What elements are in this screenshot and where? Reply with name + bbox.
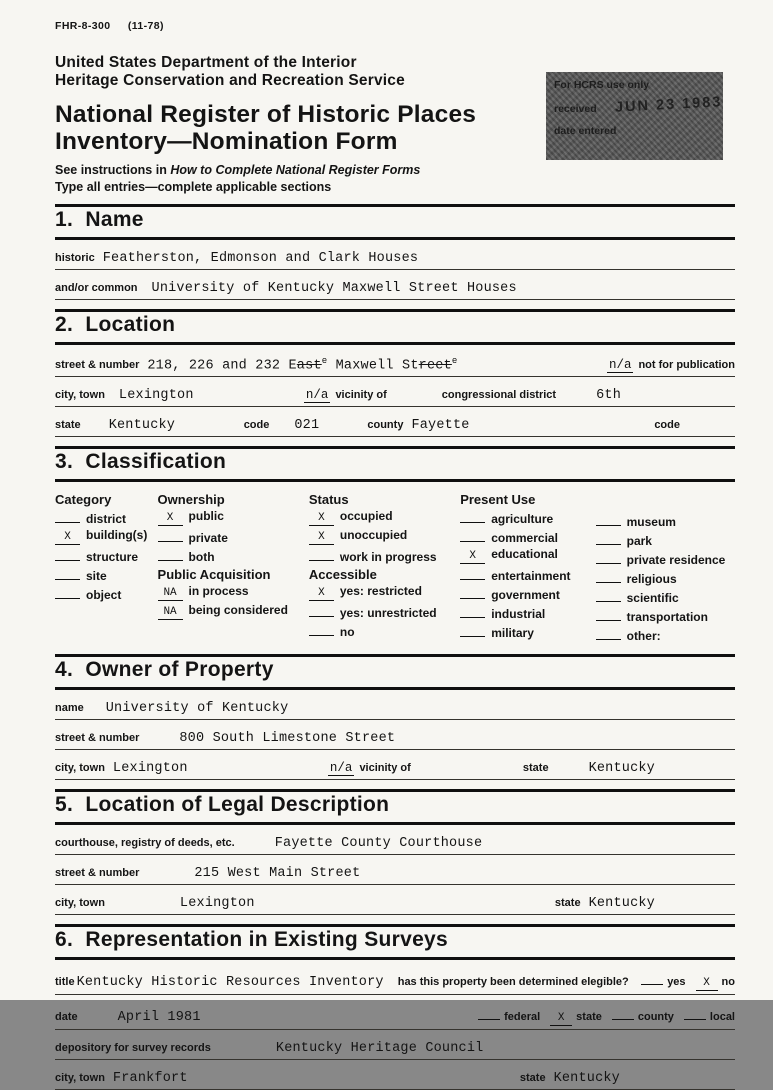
industrial-checkbox[interactable] (460, 604, 485, 618)
owner-city-value-field[interactable]: Lexington (112, 761, 188, 777)
private-residence-checkbox[interactable] (596, 550, 621, 564)
occupied-label: occupied (339, 509, 393, 524)
section-3-header: 3. Classification (55, 446, 735, 482)
other-checkbox[interactable] (596, 626, 621, 640)
determined-eligible-label: has this property been determined elegible? (397, 976, 629, 989)
county-value-field[interactable]: Fayette (411, 418, 470, 434)
checkbox-in-process (158, 584, 309, 601)
scientific-checkbox[interactable] (596, 588, 621, 602)
field-row-survey-title (55, 960, 735, 995)
checkbox-religious (596, 569, 735, 586)
agency-line-1: United States Department of the Interior (55, 54, 357, 71)
state-checkbox-label: state (576, 1011, 602, 1024)
county-label: county (367, 419, 404, 432)
section-1-header: 1. Name (55, 204, 735, 240)
present-use-column-2 (596, 489, 735, 645)
status-header: Status (308, 492, 349, 508)
field-row-depository (55, 1030, 735, 1060)
eligible-yes-label: yes (667, 976, 686, 989)
ownership-column (158, 489, 309, 645)
code-value-field[interactable]: 021 (294, 418, 320, 434)
field-row-historic (55, 240, 735, 270)
depository-label: depository for survey records (55, 1042, 211, 1055)
public-acquisition-header: Public Acquisition (157, 567, 271, 583)
agriculture-checkbox[interactable] (460, 509, 485, 523)
depository-value-field[interactable]: Kentucky Heritage Council (275, 1041, 484, 1057)
legal-street-value-field[interactable]: 215 West Main Street (194, 866, 361, 882)
commercial-label: commercial (491, 531, 558, 546)
religious-label: religious (626, 572, 677, 587)
section-4-header: 4. Owner of Property (55, 654, 735, 690)
checkbox-no (309, 622, 460, 639)
private-label: private (188, 531, 228, 546)
field-row-street-number (55, 345, 735, 378)
unoccupied-label: unoccupied (339, 528, 408, 543)
field-row-state-county (55, 407, 735, 437)
object-checkbox[interactable] (55, 585, 80, 599)
owner-name-value-field[interactable]: University of Kentucky (105, 701, 289, 717)
congressional-district-label: congressional district (441, 389, 557, 402)
field-row-city-town (55, 377, 735, 407)
checkbox-unoccupied (309, 528, 460, 545)
county-checkbox-label: county (637, 1011, 674, 1024)
military-checkbox[interactable] (460, 623, 485, 637)
buildings-checkbox[interactable]: X (55, 531, 80, 545)
checkbox-other (596, 626, 735, 643)
scientific-label: scientific (626, 591, 679, 606)
street-part-2: Maxwell St (327, 358, 419, 374)
street-struck-2: reet (418, 358, 452, 374)
section-5-header: 5. Location of Legal Description (55, 789, 735, 825)
checkbox-buildings (55, 528, 158, 545)
survey-state-option (550, 1011, 602, 1026)
field-row-common-name (55, 270, 735, 300)
museum-checkbox[interactable] (596, 512, 621, 526)
owner-vicinity-na-field[interactable]: n/a (329, 761, 353, 776)
not-for-publication-label: not for publication (638, 359, 735, 372)
street-edit-mark-1: e (321, 355, 328, 366)
checkbox-occupied (309, 509, 460, 526)
legal-street-label: street & number (55, 867, 140, 880)
present-use-column-1 (460, 489, 595, 645)
checkbox-agriculture (460, 509, 595, 526)
being-considered-checkbox[interactable]: NA (158, 606, 183, 620)
both-label: both (188, 550, 215, 565)
public-checkbox[interactable]: X (158, 512, 183, 526)
owner-state-label: state (522, 762, 549, 775)
owner-vicinity-label: vicinity of (359, 762, 411, 775)
entertainment-label: entertainment (491, 569, 571, 584)
checkbox-scientific (596, 588, 735, 605)
instructions-manual-title: How to Complete National Register Forms (170, 163, 421, 178)
street-edit-mark-2: e (451, 355, 458, 366)
owner-state-value-field[interactable]: Kentucky (588, 761, 655, 777)
form-number-line (55, 20, 735, 32)
legal-city-label: city, town (55, 897, 105, 910)
religious-checkbox[interactable] (596, 569, 621, 583)
classification-grid (55, 482, 735, 654)
military-label: military (491, 626, 534, 641)
survey-state-label: state (519, 1072, 546, 1085)
state-value-field[interactable]: Kentucky (108, 418, 176, 434)
legal-city-value-field[interactable]: Lexington (179, 896, 255, 912)
private-checkbox[interactable] (158, 528, 183, 542)
section-2-header: 2. Location (55, 309, 735, 345)
government-checkbox[interactable] (460, 585, 485, 599)
local-checkbox[interactable] (684, 1006, 706, 1020)
form-revision: (11-78) (127, 20, 164, 32)
courthouse-label: courthouse, registry of deeds, etc. (55, 837, 235, 850)
historic-label: historic (55, 251, 95, 264)
checkbox-being-considered (158, 603, 309, 620)
legal-state-label: state (554, 897, 581, 910)
state-label: state (55, 419, 81, 432)
congressional-district-value-field[interactable]: 6th (596, 388, 621, 404)
federal-label: federal (504, 1011, 541, 1024)
category-column (55, 489, 158, 645)
stamp-received-date: JUN 23 1983 (614, 94, 723, 116)
ownership-header: Ownership (157, 492, 225, 508)
field-row-survey-city (55, 1060, 735, 1090)
no-checkbox[interactable] (309, 622, 334, 636)
agriculture-label: agriculture (491, 512, 554, 527)
no-label: no (339, 625, 355, 640)
occupied-checkbox[interactable]: X (309, 512, 334, 526)
checkbox-transportation (596, 607, 735, 624)
stamp-received-label: received (554, 103, 597, 115)
transportation-label: transportation (626, 610, 708, 625)
structure-checkbox[interactable] (55, 547, 80, 561)
eligible-yes-option (641, 971, 685, 988)
form-number: FHR-8-300 (55, 20, 111, 32)
museum-label: museum (626, 515, 676, 530)
common-name-value-field[interactable]: University of Kentucky Maxwell Street Houses (151, 280, 517, 296)
owner-name-label: name (55, 702, 84, 715)
present-use-column-2-spacer (596, 489, 735, 510)
public-label: public (188, 509, 224, 524)
status-column (309, 489, 460, 645)
survey-date-value-field[interactable]: April 1981 (117, 1010, 201, 1026)
checkbox-private (158, 528, 309, 545)
transportation-checkbox[interactable] (596, 607, 621, 621)
instructions-line-2: Type all entries—complete applicable sections (55, 179, 332, 194)
being-considered-label: being considered (188, 603, 288, 618)
checkbox-entertainment (460, 566, 595, 583)
government-label: government (491, 588, 560, 603)
field-row-survey-date (55, 995, 735, 1030)
checkbox-yes-unrestricted (309, 603, 460, 620)
checkbox-work-in-progress (309, 547, 460, 564)
field-row-courthouse (55, 825, 735, 855)
code-label: code (243, 419, 270, 432)
stamp-date-entered-label: date entered (554, 125, 617, 137)
vicinity-na-field[interactable]: n/a (305, 388, 329, 403)
legal-state-value-field[interactable]: Kentucky (588, 896, 655, 912)
district-label: district (86, 512, 127, 527)
survey-county-option (612, 1006, 674, 1023)
commercial-checkbox[interactable] (460, 528, 485, 542)
eligible-no-label: no (721, 976, 735, 989)
field-row-owner-name (55, 690, 735, 720)
eligible-no-option (696, 976, 735, 991)
in-process-checkbox[interactable]: NA (158, 587, 183, 601)
page-title-line-2: Inventory—Nomination Form (55, 127, 398, 155)
eligible-yes-checkbox[interactable] (641, 971, 663, 985)
field-row-legal-street (55, 855, 735, 885)
street-part-1: 218, 226 and 232 E (147, 358, 297, 374)
street-struck-1: ast (296, 358, 322, 374)
site-checkbox[interactable] (55, 566, 80, 580)
yes-unrestricted-checkbox[interactable] (309, 603, 334, 617)
survey-date-label: date (55, 1011, 78, 1024)
field-row-owner-city (55, 750, 735, 780)
local-checkbox-label: local (709, 1011, 735, 1024)
checkbox-yes-restricted (309, 584, 460, 601)
checkbox-object (55, 585, 158, 602)
checkbox-educational (460, 547, 595, 564)
field-row-owner-street (55, 720, 735, 750)
other-label: other: (626, 629, 661, 644)
city-town-label: city, town (55, 389, 105, 402)
checkbox-district (55, 509, 158, 526)
buildings-label: building(s) (86, 528, 148, 543)
park-checkbox[interactable] (596, 531, 621, 545)
instructions-prefix: See instructions in (55, 163, 171, 178)
checkbox-military (460, 623, 595, 640)
state-checkbox[interactable]: X (550, 1012, 572, 1026)
survey-city-label: city, town (55, 1072, 105, 1085)
stamp-use-only-text: For HCRS use only (554, 79, 650, 91)
object-label: object (86, 588, 122, 603)
work-in-progress-label: work in progress (339, 550, 437, 565)
owner-street-label: street & number (55, 732, 140, 745)
site-label: site (86, 569, 107, 584)
courthouse-value-field[interactable]: Fayette County Courthouse (274, 836, 483, 852)
agency-line-2: Heritage Conservation and Recreation Service (55, 72, 405, 90)
field-row-legal-city (55, 885, 735, 915)
vicinity-label: vicinity of (335, 389, 387, 402)
survey-city-value-field[interactable]: Frankfort (112, 1071, 188, 1087)
yes-unrestricted-label: yes: unrestricted (339, 606, 437, 621)
industrial-label: industrial (491, 607, 546, 622)
survey-local-option (684, 1006, 735, 1023)
checkbox-private-residence (596, 550, 735, 567)
city-town-value-field[interactable]: Lexington (118, 388, 194, 404)
section-6-header: 6. Representation in Existing Surveys (55, 924, 735, 960)
in-process-label: in process (188, 584, 249, 599)
district-checkbox[interactable] (55, 509, 80, 523)
unoccupied-checkbox[interactable]: X (309, 531, 334, 545)
checkbox-commercial (460, 528, 595, 545)
owner-city-label: city, town (55, 762, 105, 775)
county-checkbox[interactable] (612, 1006, 634, 1020)
survey-federal-option (478, 1006, 540, 1023)
work-in-progress-checkbox[interactable] (309, 547, 334, 561)
instructions-line-1 (55, 162, 735, 178)
street-number-label: street & number (55, 359, 140, 372)
checkbox-site (55, 566, 158, 583)
private-residence-label: private residence (626, 553, 726, 568)
educational-checkbox[interactable]: X (460, 550, 485, 564)
park-label: park (626, 534, 652, 549)
yes-restricted-checkbox[interactable]: X (309, 587, 334, 601)
not-for-publication-na-field[interactable]: n/a (608, 358, 632, 373)
checkbox-park (596, 531, 735, 548)
checkbox-museum (596, 512, 735, 529)
page-title-line-1: National Register of Historic Places (55, 100, 477, 128)
survey-title-value-field[interactable]: Kentucky Historic Resources Inventory (76, 975, 384, 991)
present-use-header: Present Use (460, 492, 536, 508)
checkbox-government (460, 585, 595, 602)
eligible-no-checkbox[interactable]: X (696, 977, 718, 991)
historic-value-field[interactable]: Featherston, Edmonson and Clark Houses (102, 250, 419, 266)
code-2-label: code (654, 419, 680, 432)
common-name-label: and/or common (55, 281, 138, 294)
category-header: Category (55, 492, 112, 508)
structure-label: structure (86, 550, 139, 565)
federal-checkbox[interactable] (478, 1006, 500, 1020)
checkbox-public (158, 509, 309, 526)
entertainment-checkbox[interactable] (460, 566, 485, 580)
yes-restricted-label: yes: restricted (339, 584, 422, 599)
survey-state-value-field[interactable]: Kentucky (553, 1071, 620, 1087)
checkbox-structure (55, 547, 158, 564)
checkbox-industrial (460, 604, 595, 621)
accessible-header: Accessible (308, 567, 377, 583)
owner-street-value-field[interactable]: 800 South Limestone Street (179, 731, 396, 747)
hcrs-stamp-box (546, 72, 723, 160)
survey-title-label: title (55, 976, 75, 989)
street-number-value-field[interactable] (147, 356, 457, 374)
instructions-block (55, 162, 735, 195)
both-checkbox[interactable] (158, 547, 183, 561)
checkbox-both (158, 547, 309, 564)
educational-label: educational (491, 547, 558, 562)
